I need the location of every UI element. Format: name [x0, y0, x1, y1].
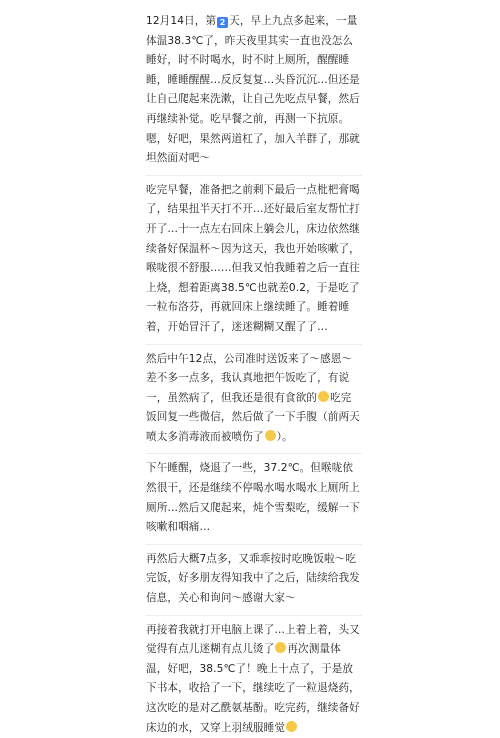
paragraph-text: 天，早上九点多起来，一量体温38.3℃了，昨天夜里其实一直也没怎么睡好，时不时喝水，时不时上厕所，醒醒睡睡，睡睡醒醒…反反复复…头昏沉沉…但还是让自己爬起来洗漱，让自己先吃点早餐，然后再继续补觉。吃早餐之前，再测一下抗原。嗯，好吧，果然两道杠了，加入羊群了，那就坦然面对吧～ [146, 15, 360, 165]
grinning-sweat-face-emoji-icon [275, 642, 286, 653]
paragraph-text: 12月14日，第 [146, 15, 217, 27]
divider [146, 544, 362, 545]
article-content [146, 0, 362, 738]
paragraph-text: 然后中午12点，公司准时送饭来了～感恩～差不多一点多，我认真地把午饭吃了，有说一，虽然病了，但我还是很有食欲的 [146, 352, 353, 404]
paragraph-day14-morning [146, 12, 362, 169]
paragraph-breakfast [146, 181, 362, 338]
paragraph-dinner [146, 550, 362, 609]
paragraph-afternoon [146, 459, 362, 537]
keycap-two-emoji-icon: 2 [217, 17, 228, 28]
sleepy-face-emoji-icon [286, 721, 297, 732]
paragraph-text: 再然后大概7点多，又乖乖按时吃晚饭啦～吃完饭，好多朋友得知我中了之后，陆续给我发信息，关心和询问～感谢大家～ [146, 552, 360, 605]
divider [146, 453, 362, 454]
paragraph-text: ）。 [276, 430, 293, 443]
divider [146, 615, 362, 616]
paragraph-night [146, 621, 362, 738]
paragraph-text: 再接着我就打开电脑上课了…上着上着，头又觉得有点儿迷糊有点儿烫了 [146, 623, 360, 656]
divider [146, 344, 362, 345]
paragraph-noon [146, 350, 362, 448]
sad-face-emoji-icon [265, 430, 276, 441]
paragraph-text: 下午睡醒，烧退了一些，37.2℃。但喉咙依然很干，还是继续不停喝水喝水喝水上厕所上厕所…然后又爬起来，炖个雪梨吃，缓解一下咳嗽和咽痛… [146, 462, 360, 534]
divider [146, 175, 362, 176]
paragraph-text: 吃完早餐，准备把之前剩下最后一点枇杷膏喝了，结果扭半天打不开…还好最后室友帮忙打开了…十一点左右回床上躺会儿，床边依然继续备好保温杯～因为这天，我也开始咳嗽了，喉咙很不舒服……但我又怕我睡着之后一直往上烧，想着距离38.5℃也就差0.2，于是吃了一粒布洛芬，再就回床上继续睡了。睡着睡着，开始冒汗了，迷迷糊糊又醒了了… [146, 183, 360, 333]
paragraph-text: 再次测量体温，好吧，38.5℃了！晚上十点了，于是放下书本，收拾了一下，继续吃了一粒退烧药，这次吃的是对乙酰氨基酚。吃完药，继续备好床边的水，又穿上羽绒服睡觉 [146, 643, 360, 734]
grinning-face-emoji-icon [318, 391, 329, 402]
paragraph-text: 吃完饭回复一些微信，然后做了一下手腹（前两天喷太多消毒液而被喷伤了 [146, 391, 360, 443]
